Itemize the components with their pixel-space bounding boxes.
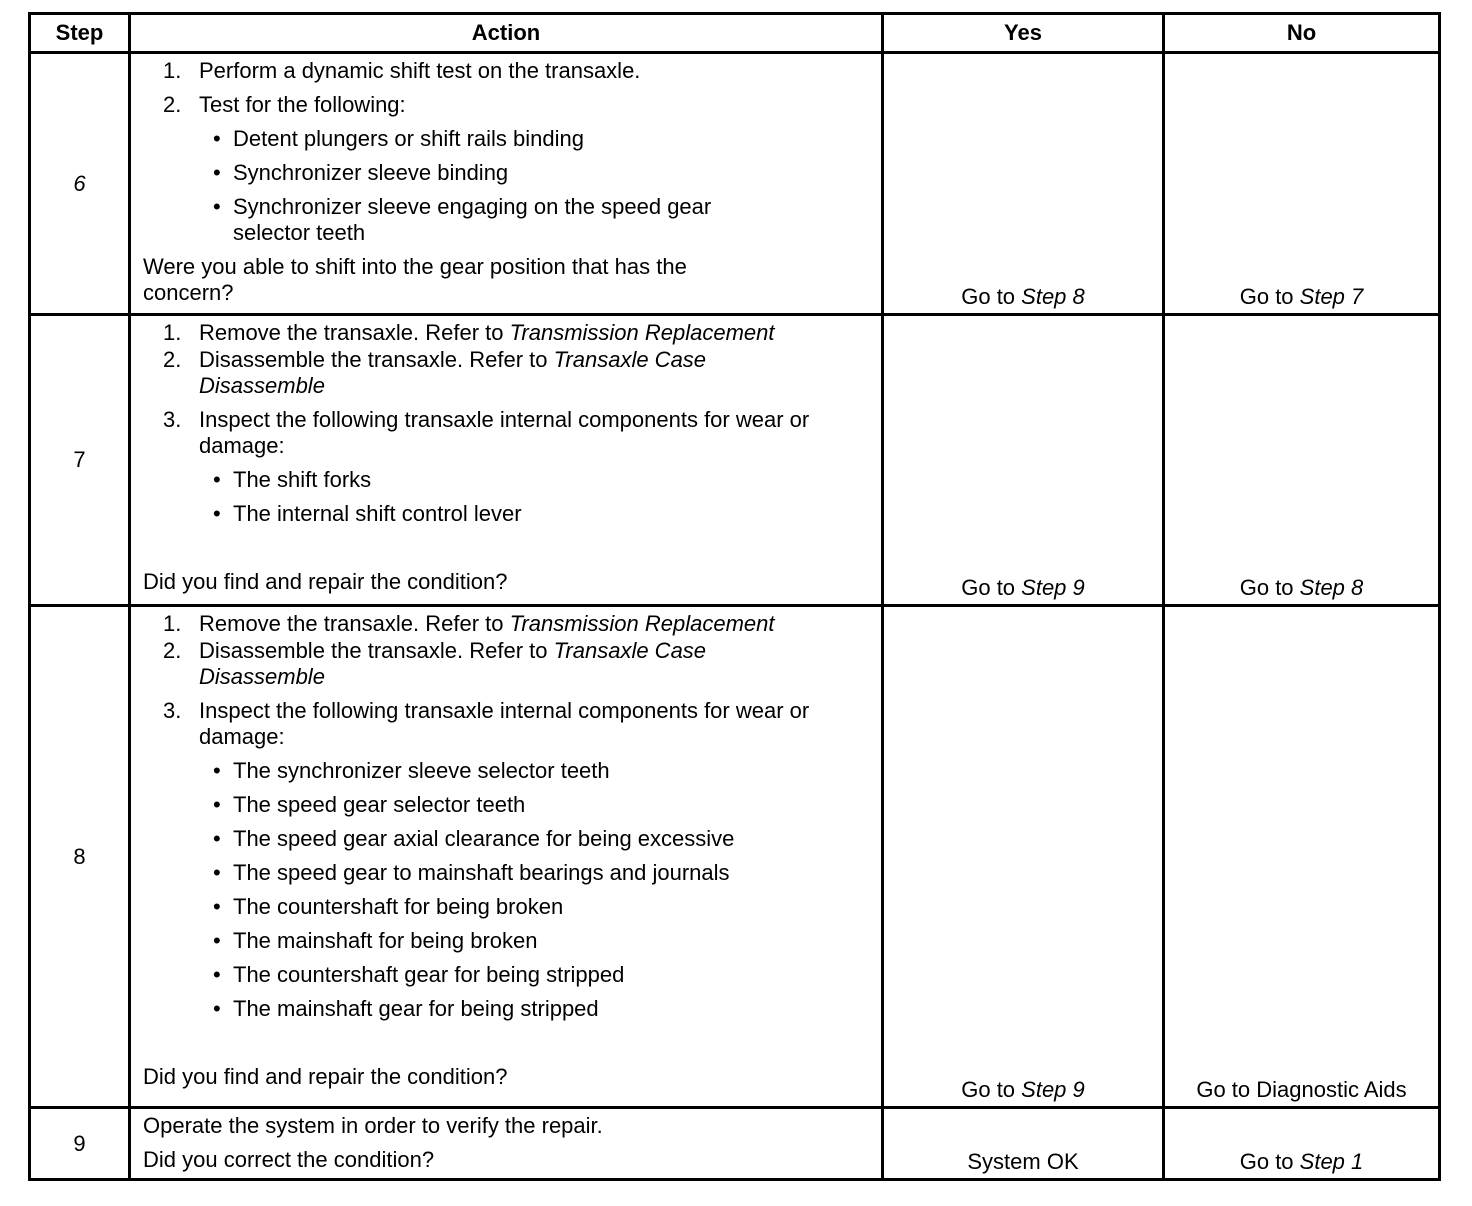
bullet-item: • The countershaft gear for being stripped xyxy=(213,962,625,987)
no-cell: Go to Step 8 xyxy=(1164,315,1440,606)
bullet-item: • The mainshaft gear for being stripped xyxy=(213,996,599,1021)
step-link[interactable]: Step 8 xyxy=(1299,575,1364,600)
yes-cell: Go to Step 9 xyxy=(883,315,1164,606)
list-item: 3. Inspect the following transaxle internal components for wear or damage: xyxy=(163,407,810,458)
step-link[interactable]: Step 9 xyxy=(1021,575,1085,600)
yes-cell: Go to Step 9 xyxy=(883,606,1164,1108)
action-cell xyxy=(130,53,883,315)
list-item: 1. Remove the transaxle. Refer to Transmission Replacement xyxy=(163,320,775,345)
bullet-item: • The speed gear selector teeth xyxy=(213,792,526,817)
header-no: No xyxy=(1164,14,1440,53)
bullet-item: • The speed gear axial clearance for being excessive xyxy=(213,826,735,851)
table-header-row xyxy=(30,14,1440,53)
step-link[interactable]: Step 7 xyxy=(1299,284,1364,309)
header-step: Step xyxy=(30,14,130,53)
list-item: 2. Disassemble the transaxle. Refer to Transaxle Case Disassemble xyxy=(163,347,707,398)
question-text: Were you able to shift into the gear position that has the concern? xyxy=(143,254,687,305)
action-cell xyxy=(130,1108,883,1180)
no-cell: Go to Step 1 xyxy=(1164,1108,1440,1180)
table-row-step-7 xyxy=(30,315,1440,606)
instruction-text: Operate the system in order to verify the repair. xyxy=(143,1113,603,1138)
bullet-item: • Synchronizer sleeve engaging on the speed gear selector teeth xyxy=(213,194,712,245)
diagnostic-aids-link[interactable]: Go to Diagnostic Aids xyxy=(1196,1077,1407,1102)
action-cell xyxy=(130,606,883,1108)
list-item: 3. Inspect the following transaxle internal components for wear or damage: xyxy=(163,698,810,749)
table-row-step-6 xyxy=(30,53,1440,315)
bullet-item: • The shift forks xyxy=(213,467,372,492)
list-item: 2. Disassemble the transaxle. Refer to Transaxle Case Disassemble xyxy=(163,638,707,689)
list-item: 1. Perform a dynamic shift test on the transaxle. xyxy=(163,58,641,83)
reference-link[interactable]: Transmission Replacement xyxy=(509,320,775,345)
no-cell: Go to Step 7 xyxy=(1164,53,1440,315)
step-number: 6 xyxy=(30,53,130,315)
list-item: 2. Test for the following: xyxy=(163,92,406,117)
system-ok-text: System OK xyxy=(967,1149,1079,1174)
bullet-item: • The mainshaft for being broken xyxy=(213,928,538,953)
header-yes: Yes xyxy=(883,14,1164,53)
reference-link[interactable]: Transmission Replacement xyxy=(509,611,775,636)
bullet-item: • The synchronizer sleeve selector teeth xyxy=(213,758,610,783)
question-text: Did you find and repair the condition? xyxy=(143,1064,508,1089)
question-text: Did you correct the condition? xyxy=(143,1147,435,1172)
list-item: 1. Remove the transaxle. Refer to Transmission Replacement xyxy=(163,611,775,636)
table-row-step-9 xyxy=(30,1108,1440,1180)
diagnostic-table xyxy=(28,12,1441,1181)
bullet-item: • Detent plungers or shift rails binding xyxy=(213,126,584,151)
header-action: Action xyxy=(130,14,883,53)
yes-cell xyxy=(883,1108,1164,1180)
step-number: 7 xyxy=(30,315,130,606)
reference-link[interactable]: Transaxle Case Disassemble xyxy=(199,638,707,689)
bullet-item: • Synchronizer sleeve binding xyxy=(213,160,509,185)
action-cell xyxy=(130,315,883,606)
table-row-step-8 xyxy=(30,606,1440,1108)
step-link[interactable]: Step 1 xyxy=(1299,1149,1364,1174)
step-link[interactable]: Step 9 xyxy=(1021,1077,1085,1102)
step-link[interactable]: Step 8 xyxy=(1021,284,1085,309)
bullet-item: • The speed gear to mainshaft bearings and journals xyxy=(213,860,730,885)
no-cell xyxy=(1164,606,1440,1108)
bullet-item: • The countershaft for being broken xyxy=(213,894,564,919)
reference-link[interactable]: Transaxle Case Disassemble xyxy=(199,347,707,398)
step-number: 9 xyxy=(30,1108,130,1180)
yes-cell: Go to Step 8 xyxy=(883,53,1164,315)
question-text: Did you find and repair the condition? xyxy=(143,569,508,594)
step-number: 8 xyxy=(30,606,130,1108)
bullet-item: • The internal shift control lever xyxy=(213,501,522,526)
